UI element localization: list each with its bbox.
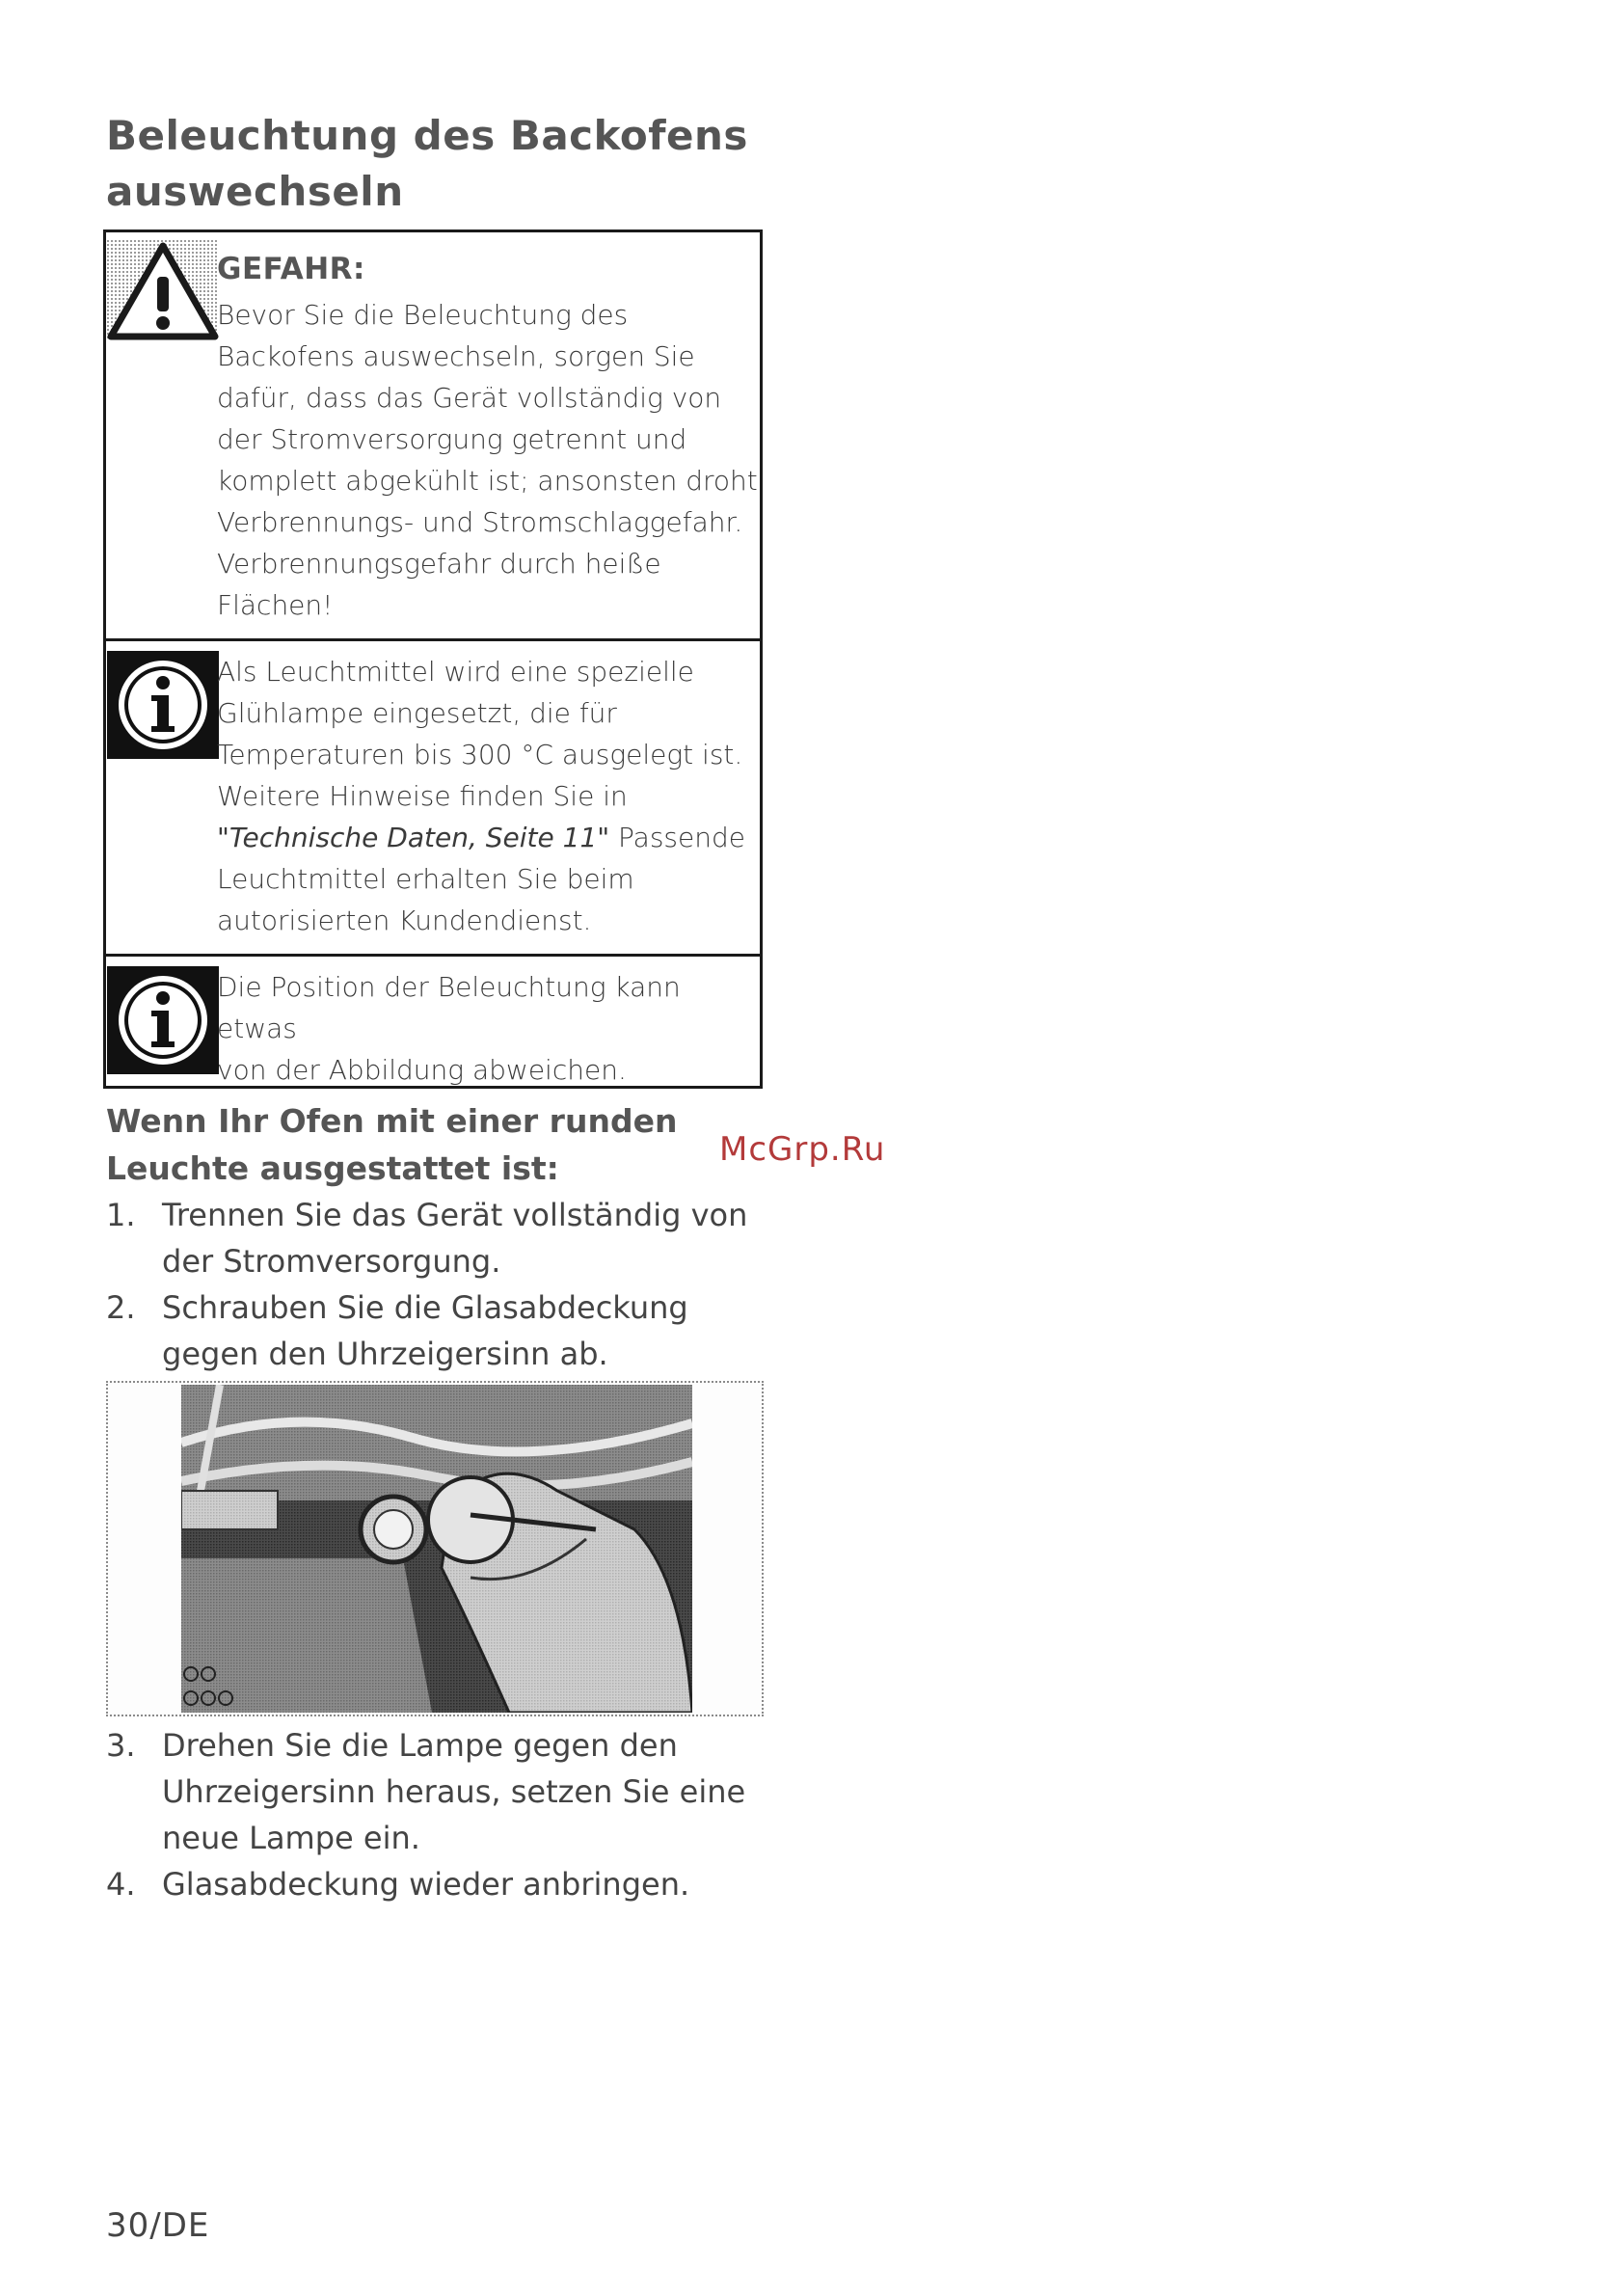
step-item xyxy=(106,1284,781,1377)
heading-line-1: Beleuchtung des Backofens xyxy=(106,112,748,159)
step-line: gegen den Uhrzeigersinn ab. xyxy=(162,1336,608,1372)
info-panel-position xyxy=(106,957,760,1089)
info-icon xyxy=(107,651,219,759)
subheading-line-2: Leuchte ausgestattet ist: xyxy=(106,1149,559,1187)
step-number: 1. xyxy=(106,1197,136,1233)
heading-line-2: auswechseln xyxy=(106,168,404,215)
info-line: Temperaturen bis 300 °C ausgelegt ist. xyxy=(217,739,743,770)
step-item xyxy=(106,1192,781,1284)
info-line: Als Leuchtmittel wird eine spezielle xyxy=(217,656,694,688)
danger-line: Bevor Sie die Beleuchtung des xyxy=(217,299,629,331)
step-item xyxy=(106,1722,781,1861)
step-line: der Stromversorgung. xyxy=(162,1243,501,1280)
page-heading xyxy=(106,108,781,220)
page-number: 30/DE xyxy=(106,2206,210,2245)
step-line: Glasabdeckung wieder anbringen. xyxy=(162,1866,690,1903)
info-line: von der Abbildung abweichen. xyxy=(217,1054,627,1086)
danger-panel xyxy=(106,232,760,641)
step-number: 4. xyxy=(106,1866,136,1903)
step-number: 3. xyxy=(106,1727,136,1764)
danger-line: Verbrennungsgefahr durch heiße xyxy=(217,548,661,580)
info-line: autorisierten Kundendienst. xyxy=(217,905,592,936)
danger-line: komplett abgekühlt ist; ansonsten droht xyxy=(217,465,758,497)
step-item xyxy=(106,1861,781,1907)
info-position-text xyxy=(217,966,758,1091)
danger-title: GEFAHR: xyxy=(217,252,365,286)
danger-text xyxy=(217,294,758,626)
step-line: Uhrzeigersinn heraus, setzen Sie eine xyxy=(162,1773,746,1810)
oven-lamp-photo xyxy=(181,1385,692,1713)
step-line: neue Lampe ein. xyxy=(162,1820,420,1856)
step-line: Schrauben Sie die Glasabdeckung xyxy=(162,1289,688,1326)
danger-line: der Stromversorgung getrennt und xyxy=(217,423,687,455)
watermark: McGrp.Ru xyxy=(719,1130,886,1169)
info-line xyxy=(217,817,758,858)
info-lamp-text xyxy=(217,651,758,941)
notice-box xyxy=(103,230,763,1089)
step-line: Trennen Sie das Gerät vollständig von xyxy=(162,1197,748,1233)
info-line: Weitere Hinweise finden Sie in xyxy=(217,780,628,812)
warning-triangle-icon xyxy=(107,240,219,340)
info-line: Die Position der Beleuchtung kann etwas xyxy=(217,971,681,1044)
info-line: Leuchtmittel erhalten Sie beim xyxy=(217,863,634,895)
lamp-cover-illustration xyxy=(106,1381,764,1716)
danger-line: dafür, dass das Gerät vollständig von xyxy=(217,382,722,414)
steps-list-before xyxy=(106,1192,781,1377)
section-subheading xyxy=(106,1097,762,1192)
info-panel-lamp xyxy=(106,641,760,957)
subheading-line-1: Wenn Ihr Ofen mit einer runden xyxy=(106,1102,678,1140)
info-line-tail: Passende xyxy=(609,822,745,853)
step-line: Drehen Sie die Lampe gegen den xyxy=(162,1727,678,1764)
steps-list-after xyxy=(106,1722,781,1907)
danger-line: Verbrennungs- und Stromschlaggefahr. xyxy=(217,506,743,538)
cross-reference-link[interactable]: "Technische Daten, Seite 11" xyxy=(217,822,610,853)
danger-line: Flächen! xyxy=(217,589,334,621)
step-number: 2. xyxy=(106,1289,136,1326)
danger-line: Backofens auswechseln, sorgen Sie xyxy=(217,340,695,372)
info-line: Glühlampe eingesetzt, die für xyxy=(217,697,617,729)
info-icon xyxy=(107,966,219,1074)
